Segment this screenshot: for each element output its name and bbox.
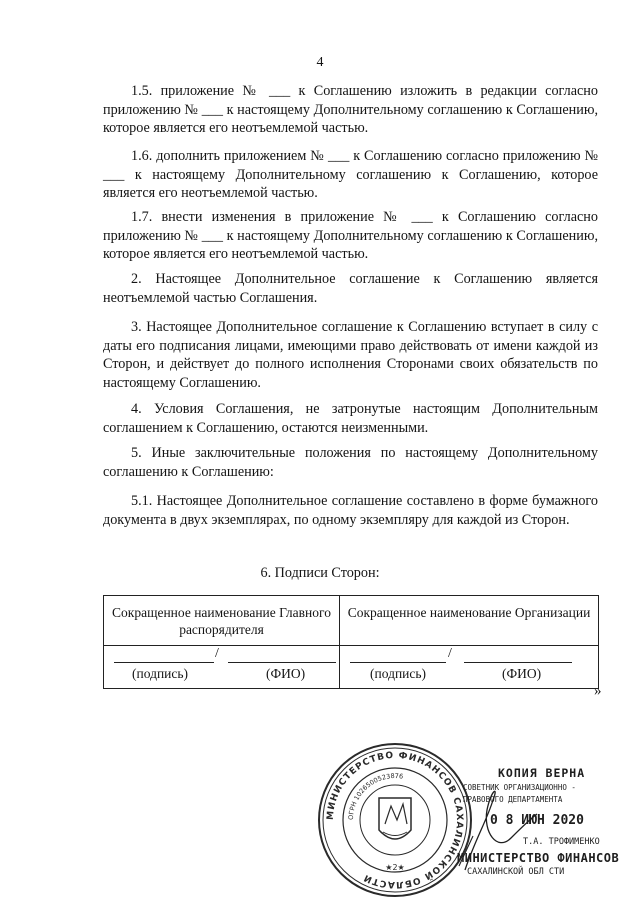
seal-outer-text: МИНИСТЕРСТВО ФИНАНСОВ САХАЛИНСКОЙ ОБЛАСТИ: [325, 750, 465, 890]
left-signature-label: (подпись): [132, 666, 189, 681]
left-signature-cell: [104, 646, 340, 689]
paragraph-1-5: 1.5. приложение № ___ к Соглашению изложить в редакции согласно приложению № ___ к настоящему Дополнительному соглашению к Соглашению, которое является его неотъемлемой частью.: [103, 83, 598, 136]
certifier-position-line2: ПРАВОВОГО ДЕПАРТАМЕНТА: [463, 795, 563, 804]
signatures-title: 6. Подписи Сторон:: [260, 565, 380, 581]
right-name-label: (ФИО): [502, 666, 542, 681]
certifier-position-line1: СОВЕТНИК ОРГАНИЗАЦИОННО -: [463, 783, 576, 792]
right-signature-line: [350, 662, 446, 663]
right-party-header: Сокращенное наименование Организации: [340, 596, 599, 646]
right-name-line: [464, 662, 572, 663]
left-separator: /: [215, 646, 219, 661]
paragraph-1-7: 1.7. внести изменения в приложение № ___ к Соглашению согласно приложению № ___ к настоящему Дополнительному соглашению к Соглашению, которое является его неотъемлемой частью.: [103, 209, 598, 262]
left-party-header: Сокращенное наименование Главного распорядителя: [104, 596, 340, 646]
svg-text:★2★: ★2★: [385, 863, 405, 872]
certifier-name: Т.А. ТРОФИМЕНКО: [523, 837, 600, 847]
copy-verified-label: КОПИЯ ВЕРНА: [498, 766, 586, 780]
signatures-table: [103, 595, 599, 689]
paragraph-5: 5. Иные заключительные положения по настоящему Дополнительному соглашению к Соглашению:: [103, 445, 598, 480]
paragraph-2: 2. Настоящее Дополнительное соглашение к Соглашению является неотъемлемой частью Соглашения.: [103, 271, 598, 306]
paragraph-1-6: 1.6. дополнить приложением № ___ к Соглашению согласно приложению № ___ к настоящему Дополнительному соглашению к Соглашению, которое является его неотъемлемой частью.: [103, 148, 598, 201]
left-name-line: [228, 662, 336, 663]
paragraph-5-1: 5.1. Настоящее Дополнительное соглашение составлено в форме бумажного документа в двух экземплярах, по одному экземпляру для каждой из Сторон.: [103, 493, 598, 528]
left-signature-line: [114, 662, 214, 663]
certification-area: [315, 740, 620, 900]
closing-quote: »: [594, 683, 602, 699]
paragraph-4: 4. Условия Соглашения, не затронутые настоящим Дополнительным соглашением к Соглашению, остаются неизменными.: [103, 401, 598, 436]
page-number: 4: [316, 55, 324, 70]
right-signature-label: (подпись): [370, 666, 427, 681]
right-separator: /: [448, 646, 452, 661]
region-name: САХАЛИНСКОЙ ОБЛ СТИ: [467, 867, 565, 877]
left-name-label: (ФИО): [266, 666, 306, 681]
right-signature-cell: [340, 646, 599, 689]
seal-inner-text: ОГРН 1026500523876: [346, 771, 404, 821]
paragraph-3: 3. Настоящее Дополнительное соглашение к Соглашению вступает в силу с даты его подписания лицами, имеющими право действовать от имени каждой из Сторон, и действует до полного исполнения Сторонами своих обязательств по настоящему Соглашению.: [103, 319, 598, 391]
certification-date: 0 8 ИЮН 2020: [490, 813, 584, 828]
ministry-name: МИНИСТЕРСТВО ФИНАНСОВ: [457, 851, 620, 865]
